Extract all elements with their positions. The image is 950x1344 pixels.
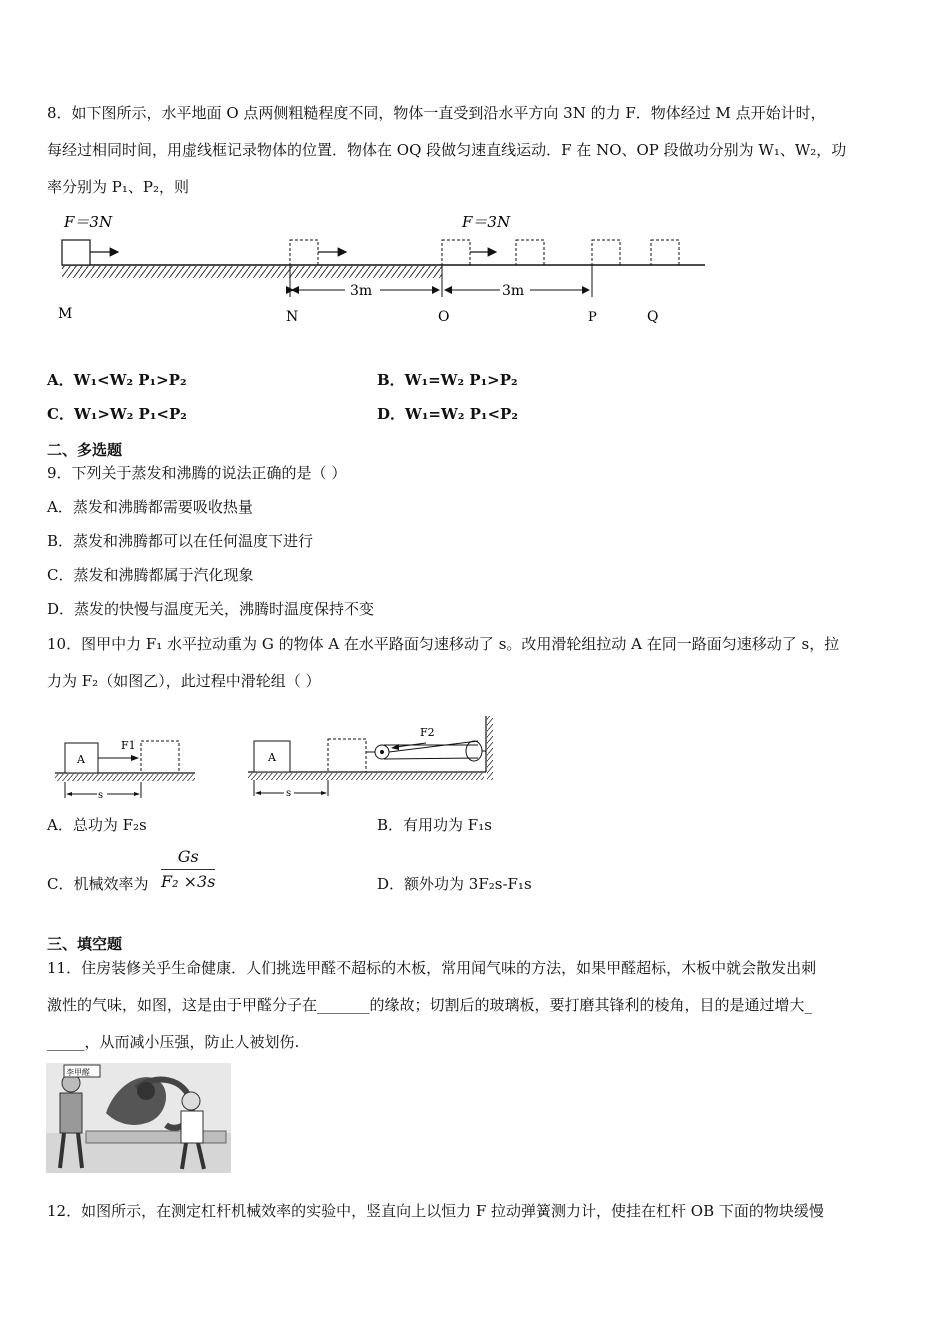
force-label-right: F＝3N xyxy=(462,213,511,231)
q9-option-b: B．蒸发和沸腾都可以在任何温度下进行 xyxy=(47,532,314,550)
q11-line-2: 激性的气味，如图，这是由于甲醛分子在_______的缘故；切割后的玻璃板，要打磨其锋利的棱角，目的是通过增大_ xyxy=(47,996,813,1014)
section-fill-blank: 三、填空题 xyxy=(47,935,123,953)
q8-figure xyxy=(50,205,720,330)
force-label-left: F＝3N xyxy=(64,213,113,231)
block-mid-op xyxy=(516,240,544,265)
q10-option-d: D．额外功为 3F₂s-F₁s xyxy=(377,875,532,893)
q9-option-d: D．蒸发的快慢与温度无关，沸腾时温度保持不变 xyxy=(47,600,375,618)
q10-figure-right xyxy=(248,712,493,807)
q11-line-1: 11．住房装修关乎生命健康．人们挑选甲醛不超标的木板，常用闻气味的方法，如果甲醛超标，木板中就会散发出刺 xyxy=(47,959,817,977)
point-q: Q xyxy=(647,309,659,325)
q9-option-c: C．蒸发和沸腾都属于汽化现象 xyxy=(47,566,254,584)
q8-line-3: 率分别为 P₁、P₂，则 xyxy=(47,178,189,196)
q10-figure-left xyxy=(55,730,200,810)
section-multi-choice: 二、多选题 xyxy=(47,441,123,459)
q12-line-1: 12．如图所示，在测定杠杆机械效率的实验中，竖直向上以恒力 F 拉动弹簧测力计，使挂在杠杆 OB 下面的物块缓慢 xyxy=(47,1202,824,1220)
q8-line-2: 每经过相同时间，用虚线框记录物体的位置．物体在 OQ 段做匀速直线运动．F 在 NO、OP 段做功分别为 W₁、W₂，功 xyxy=(47,141,847,159)
q10-line-2: 力为 F₂（如图乙），此过程中滑轮组（ ） xyxy=(47,672,321,690)
distance-op: 3m xyxy=(502,283,525,299)
q8-option-b: B．W₁=W₂ P₁>P₂ xyxy=(377,371,518,389)
distance-no: 3m xyxy=(350,283,373,299)
point-n: N xyxy=(286,309,299,325)
block-at-p xyxy=(592,240,620,265)
q9-option-a: A．蒸发和沸腾都需要吸收热量 xyxy=(47,498,253,516)
point-p: P xyxy=(588,310,597,325)
fraction-numerator: Gs xyxy=(161,847,215,870)
q8-option-a: A．W₁<W₂ P₁>P₂ xyxy=(47,371,187,389)
force-f2-label: F2 xyxy=(420,726,435,739)
block-a-right-label: A xyxy=(268,751,276,764)
q9-stem: 9．下列关于蒸发和沸腾的说法正确的是（ ） xyxy=(47,464,347,482)
distance-s-left: s xyxy=(98,790,104,801)
q8-option-c: C．W₁>W₂ P₁<P₂ xyxy=(47,405,187,423)
q10-option-b: B．有用功为 F₁s xyxy=(377,816,492,834)
distance-s-right: s xyxy=(286,788,292,799)
q11-illustration xyxy=(46,1063,231,1173)
block-at-o xyxy=(442,240,470,265)
q8-option-d: D．W₁=W₂ P₁<P₂ xyxy=(377,405,518,423)
point-m: M xyxy=(58,306,73,322)
block-at-m xyxy=(62,240,90,265)
block-a-left-label: A xyxy=(77,753,85,766)
block-at-n xyxy=(290,240,318,265)
q11-line-3: _____，从而减小压强，防止人被划伤. xyxy=(47,1033,300,1051)
force-f1-label: F1 xyxy=(121,739,136,752)
fraction-denominator: F₂ ×3s xyxy=(161,872,216,891)
point-o: O xyxy=(438,309,450,325)
block-at-q xyxy=(651,240,679,265)
q10-option-a: A．总功为 F₂s xyxy=(47,816,147,834)
q8-line-1: 8．如下图所示，水平地面 O 点两侧粗糙程度不同，物体一直受到沿水平方向 3N 的力 F．物体经过 M 点开始计时， xyxy=(47,104,826,122)
illustration-sign-label: 李甲醛 xyxy=(66,1068,90,1077)
q10-line-1: 10．图甲中力 F₁ 水平拉动重为 G 的物体 A 在水平路面匀速移动了 s。改用滑轮组拉动 A 在同一路面匀速移动了 s，拉 xyxy=(47,635,840,653)
q10-option-c-prefix: C．机械效率为 xyxy=(47,875,149,893)
efficiency-fraction xyxy=(161,847,215,892)
